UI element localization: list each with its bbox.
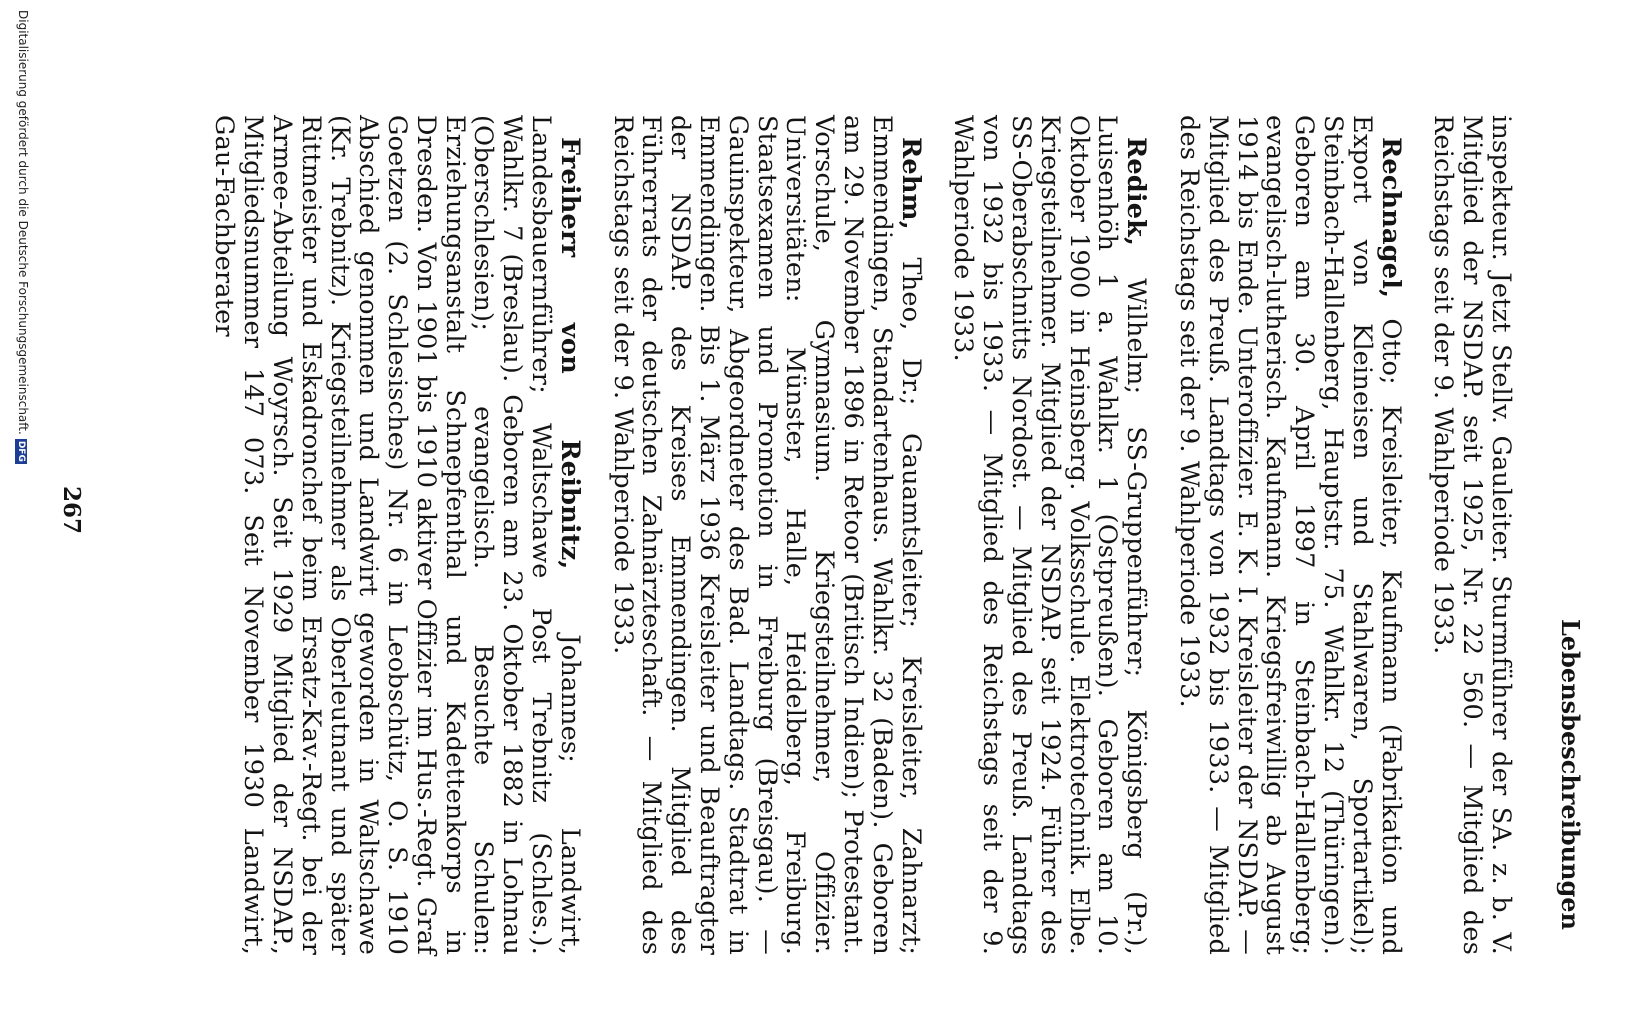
paragraph-3 (608, 115, 925, 955)
dfg-logo: DFG (16, 440, 26, 462)
running-header: Lebensbeschreibungen (1556, 619, 1585, 930)
entry-name: Freiherr von Reibnitz, (554, 137, 585, 570)
paragraph-4 (210, 115, 584, 955)
biography-text (186, 115, 1515, 955)
paragraph-2 (949, 115, 1151, 955)
footer-text: Digitalisierung gefördert durch die Deutsche Forschungsgemeinschaft. (16, 10, 30, 435)
entry-text: Wilhelm; SS-Gruppenführer; Königsberg (Pr.), Luisenhöh 1 a. Wahlkr. 1 (Ostpreußen). Geboren am 10. Oktober 1900 in Heinsberg. Volksschule. Elektrotechnik. Elbe. Kriegsteilnehmer. Mitglied der NSDAP. seit 1924. Führer des SS-Oberabschnitts Nordost. — Mitglied des Preuß. Landtags von 1932 bis 1933. — Mitglied des Reichstags seit der 9. Wahlperiode 1933. (948, 115, 1152, 955)
entry-name: Rechnagel, (1375, 137, 1406, 299)
page-number: 267 (58, 485, 85, 534)
paragraph-1 (1174, 115, 1404, 955)
entry-name: Rehm, (895, 137, 926, 230)
footer-credit (15, 0, 30, 1010)
paragraph-0 (1429, 115, 1515, 955)
entry-text: Theo, Dr.; Gauamtsleiter; Kreisleiter, Zahnarzt; Emmendingen, Standartenhaus. Wahlkr. 32 (Baden). Geboren am 29. November 1896 in Retoor (Britisch Indien); Protestant. Vorschule, Gymnasium. Kriegsteilnehmer, Offizier. Universitäten: Münster, Halle, Heidelberg, Freiburg. Staatsexamen und Promotion in Freiburg (Breisgau). — Gauinspekteur, Abgeordneter des Bad. Landtags. Stadtrat in Emmendingen. Bis 1. März 1936 Kreisleiter und Beauftragter der NSDAP. des Kreises Emmendingen. Mitglied des Führerrats der deutschen Zahnärzteschaft. — Mitglied des Reichstags seit der 9. Wahlperiode 1933. (607, 115, 926, 955)
entry-name: Rediek, (1121, 137, 1152, 247)
entry-text: Johannes; Landwirt, Landesbauernführer; Waltschawe Post Trebnitz (Schles.). Wahlkr. 7 (Breslau). Geboren am 23. Oktober 1882 in Lohnau (Oberschlesien); evangelisch. Besuchte Schulen: Erziehungsanstalt Schnepfenthal und Kadettenkorps in Dresden. Von 1901 bis 1910 aktiver Offizier im Hus.-Regt. Graf Goetzen (2. Schlesisches) Nr. 6 in Leobschütz, O. S. 1910 Abschied genommen und Landwirt geworden in Waltschawe (Kr. Trebnitz). Kriegsteilnehmer als Oberleutnant und später Rittmeister und Eskadronchef beim Ersatz-Kav.-Regt. bei der Armee-Abteilung Woyrsch. Seit 1929 Mitglied der NSDAP., Mitgliedsnummer 147 073. Seit November 1930 Landwirt, Gau-Fachberater (209, 115, 585, 956)
entry-text: inspekteur. Jetzt Stellv. Gauleiter. Sturmführer der SA. z. b. V. Mitglied der NSDAP. seit 1925, Nr. 22 560. — Mitglied des Reichstags seit der 9. Wahlperiode 1933. (1428, 115, 1516, 955)
entry-text: Otto; Kreisleiter, Kaufmann (Fabrikation und Export von Kleineisen und Stahlwaren, Sportartikel); Steinbach-Hallenberg, Hauptstr. 75. Wahlkr. 12 (Thüringen). Geboren am 30. April 1897 in Steinbach-Hallenberg; evangelisch-lutherisch. Kaufmann. Kriegsfreiwillig ab August 1914 bis Ende. Unteroffizier. E. K. I. Kreisleiter der NSDAP. — Mitglied des Preuß. Landtags von 1932 bis 1933. — Mitglied des Reichstags seit der 9. Wahlperiode 1933. (1174, 115, 1406, 955)
